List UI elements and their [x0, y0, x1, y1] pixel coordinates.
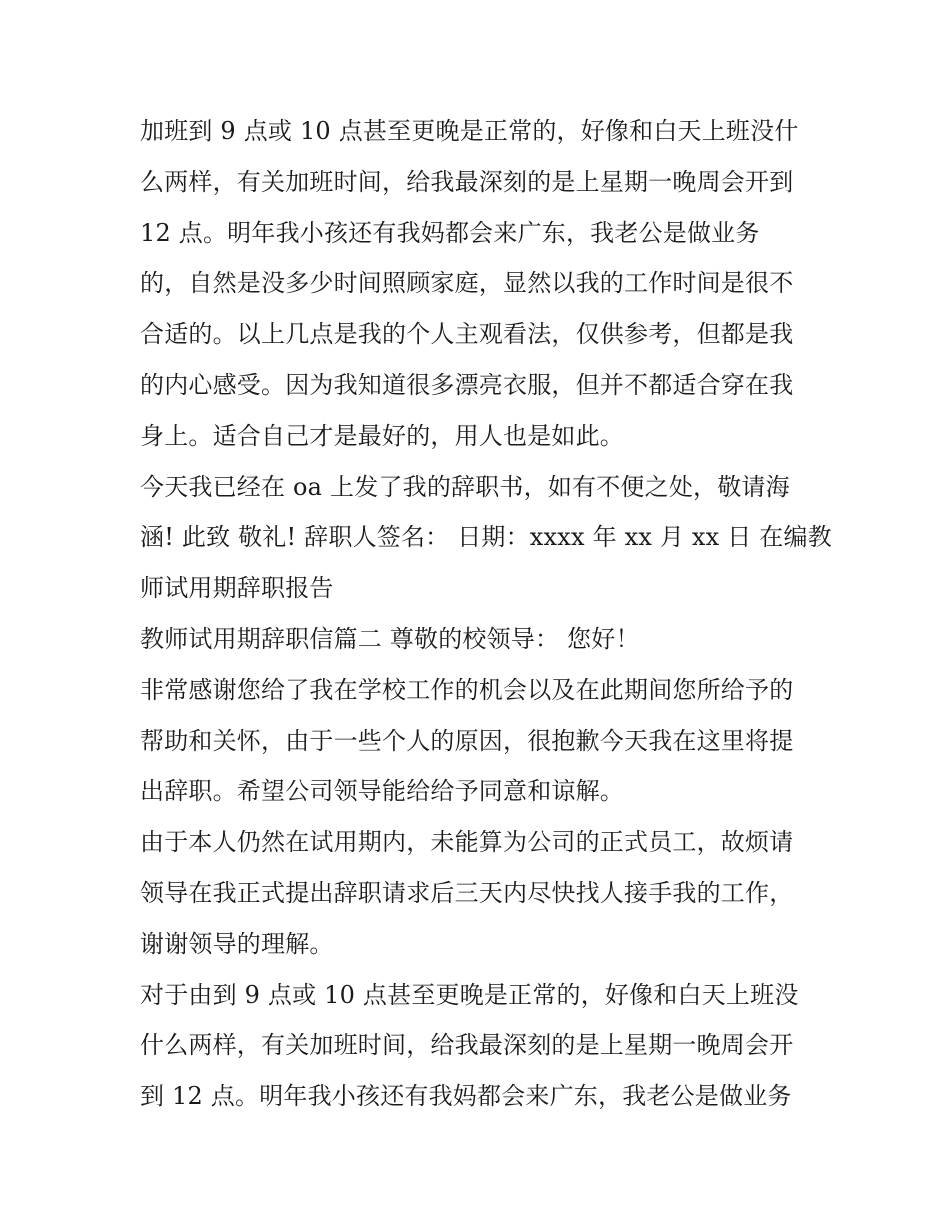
text-line: 身上。适合自己才是最好的，用人也是如此。: [140, 421, 624, 450]
document-body: [140, 106, 832, 1122]
text-line: 么两样，有关加班时间，给我最深刻的是上星期一晚周会开到: [140, 167, 794, 196]
text-line: 合适的。以上几点是我的个人主观看法，仅供参考，但都是我: [140, 320, 794, 349]
text-line: 由于本人仍然在试用期内，未能算为公司的正式员工，故烦请: [140, 828, 794, 857]
text-line: 非常感谢您给了我在学校工作的机会以及在此期间您所给予的: [140, 675, 794, 704]
text-line: 对于由到 9 点或 10 点甚至更晚是正常的，好像和白天上班没: [140, 980, 799, 1009]
text-line: 谢谢领导的理解。: [140, 929, 334, 958]
text-line: 到 12 点。明年我小孩还有我妈都会来广东，我老公是做业务: [140, 1082, 792, 1111]
text-line: 帮助和关怀，由于一些个人的原因，很抱歉今天我在这里将提: [140, 726, 794, 755]
text-line: 12 点。明年我小孩还有我妈都会来广东，我老公是做业务: [140, 218, 760, 247]
text-line: 涵! 此致 敬礼! 辞职人签名： 日期：xxxx 年 xx 月 xx 日 在编教: [140, 523, 832, 552]
text-line: 加班到 9 点或 10 点甚至更晚是正常的，好像和白天上班没什: [140, 117, 799, 145]
text-line: 的，自然是没多少时间照顾家庭，显然以我的工作时间是很不: [140, 269, 794, 298]
text-line: 什么两样，有关加班时间，给我最深刻的是上星期一晚周会开: [140, 1031, 794, 1060]
section-heading: 教师试用期辞职信篇二 尊敬的校领导： 您好！: [140, 624, 640, 653]
text-line: 今天我已经在 oa 上发了我的辞职书，如有不便之处，敬请海: [140, 472, 790, 501]
text-line: 的内心感受。因为我知道很多漂亮衣服，但并不都适合穿在我: [140, 370, 794, 399]
text-line: 出辞职。希望公司领导能给给予同意和谅解。: [140, 777, 624, 806]
text-line: 领导在我正式提出辞职请求后三天内尽快找人接手我的工作，: [140, 878, 794, 907]
text-line: 师试用期辞职报告: [140, 574, 334, 603]
